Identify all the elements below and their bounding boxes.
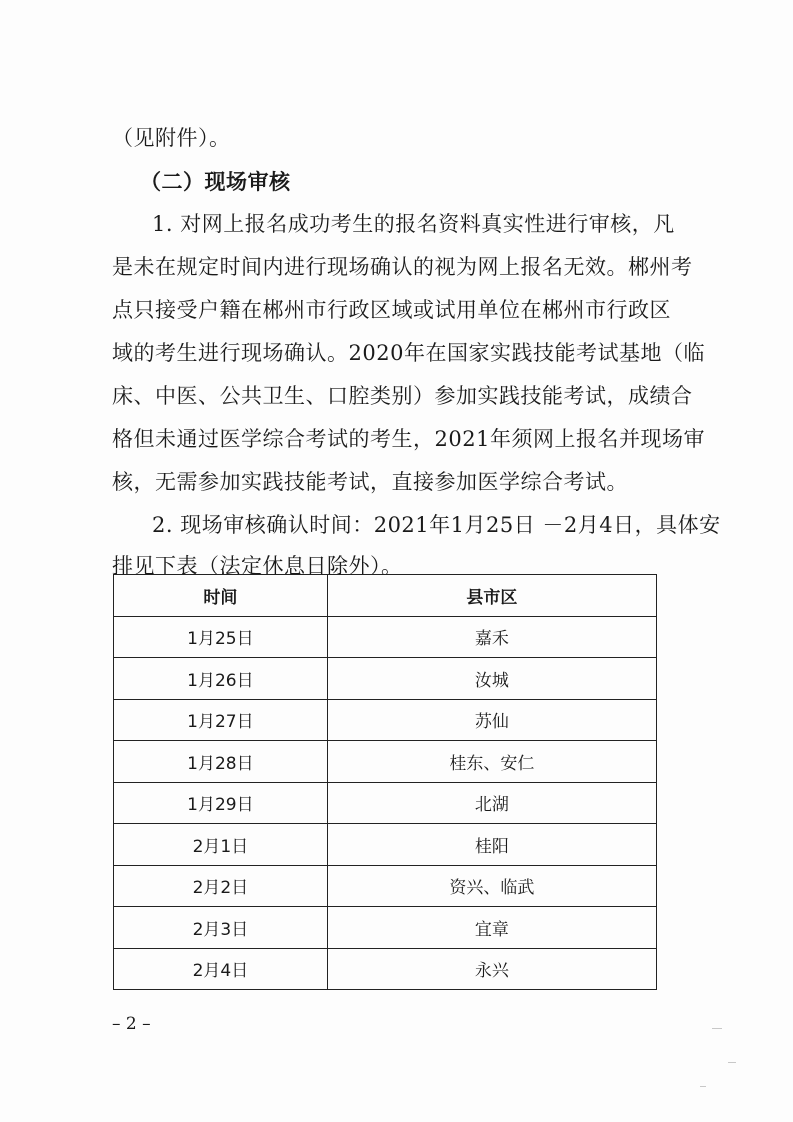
cell-date: 1月28日: [114, 741, 328, 783]
table-row: [114, 699, 657, 741]
paragraph-line: 域的考生进行现场确认。2020年在国家实践技能考试基地（临: [112, 341, 705, 365]
cell-district: 苏仙: [327, 699, 656, 741]
table-row: [114, 782, 657, 824]
paragraph-line: 核，无需参加实践技能考试，直接参加医学综合考试。: [112, 470, 628, 494]
paragraph-line: 排见下表（法定休息日除外）。: [112, 554, 403, 578]
paragraph-line: 点只接受户籍在郴州市行政区域或试用单位在郴州市行政区: [112, 298, 671, 322]
paragraph-line: 床、中医、公共卫生、口腔类别）参加实践技能考试，成绩合: [112, 384, 693, 408]
table-row: [114, 741, 657, 783]
cell-district: 永兴: [327, 948, 656, 990]
cell-date: 1月25日: [114, 616, 328, 658]
cell-date: 2月4日: [114, 948, 328, 990]
header-time: 时间: [114, 575, 328, 617]
paragraph-line: 2. 现场审核确认时间：2021年1月25日 －2月4日，具体安: [152, 513, 721, 537]
schedule-table: [113, 574, 657, 990]
table-header-row: [114, 575, 657, 617]
cell-district: 宜章: [327, 907, 656, 949]
page-number: – 2 –: [112, 1014, 151, 1034]
table-row: [114, 865, 657, 907]
cell-district: 桂阳: [327, 824, 656, 866]
paragraph-line: （见附件）。: [112, 126, 231, 150]
paragraph-line: 是未在规定时间内进行现场确认的视为网上报名无效。郴州考: [112, 255, 693, 279]
scan-speck: [728, 1062, 736, 1063]
header-district: 县市区: [327, 575, 656, 617]
table-row: [114, 824, 657, 866]
cell-district: 资兴、临武: [327, 865, 656, 907]
paragraph-line: 1. 对网上报名成功考生的报名资料真实性进行审核，凡: [152, 212, 675, 236]
cell-district: 嘉禾: [327, 616, 656, 658]
table-row: [114, 616, 657, 658]
paragraph-line: 格但未通过医学综合考试的考生，2021年须网上报名并现场审: [112, 427, 705, 451]
table-row: [114, 658, 657, 700]
cell-date: 2月3日: [114, 907, 328, 949]
cell-date: 1月27日: [114, 699, 328, 741]
table-row: [114, 907, 657, 949]
cell-date: 2月2日: [114, 865, 328, 907]
table-row: [114, 948, 657, 990]
cell-district: 北湖: [327, 782, 656, 824]
scan-speck: [700, 1086, 706, 1087]
cell-date: 2月1日: [114, 824, 328, 866]
section-heading: （二）现场审核: [140, 169, 291, 194]
cell-date: 1月29日: [114, 782, 328, 824]
cell-district: 桂东、安仁: [327, 741, 656, 783]
scan-speck: [712, 1028, 722, 1029]
cell-date: 1月26日: [114, 658, 328, 700]
cell-district: 汝城: [327, 658, 656, 700]
